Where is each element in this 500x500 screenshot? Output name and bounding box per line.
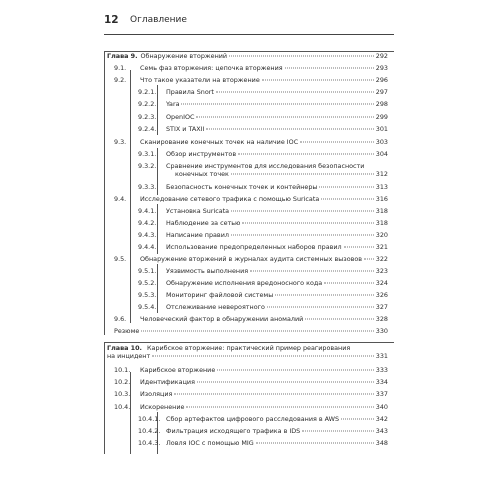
entry-page: 303 (375, 138, 388, 146)
entry-page: 340 (375, 403, 388, 411)
entry-number: 10.4. (114, 403, 131, 411)
entry-title: Написание правил (166, 231, 229, 239)
leader-dots (229, 56, 374, 57)
entry-number: 10.4.2. (138, 427, 161, 435)
entry-title: Исследование сетевого трафика с помощью Suricata (140, 195, 320, 203)
entry-page: 324 (375, 279, 388, 287)
leader-dots (344, 247, 374, 248)
entry-page: 323 (375, 267, 388, 275)
entry-title: Обзор инструментов (166, 150, 237, 158)
chapter-page: 331 (375, 352, 388, 360)
entry-number: 9.5. (114, 255, 127, 263)
entry-title: STIX и TAXII (166, 125, 205, 133)
page-title: Оглавление (130, 15, 187, 25)
entry-number: 9.3.2. (138, 162, 157, 170)
leader-dots (250, 271, 374, 272)
entry-page: 334 (375, 378, 388, 386)
entry-page: 293 (375, 64, 388, 72)
entry-title: Искоренение (140, 403, 185, 411)
entry-page: 333 (375, 366, 388, 374)
entry-page: 322 (375, 255, 388, 263)
entry-page: 348 (375, 439, 388, 447)
leader-dots (300, 142, 374, 143)
leader-dots (302, 431, 374, 432)
entry-title: Фильтрация исходящего трафика в IDS (166, 427, 301, 435)
entry-title: Человеческий фактор в обнаружении аномалий (140, 315, 304, 323)
leader-dots (231, 211, 374, 212)
entry-title: Yara (166, 100, 180, 108)
entry-title: Установка Suricata (166, 207, 230, 215)
entry-title: Использование предопределенных наборов правил (166, 243, 342, 251)
entry-number: 9.4.1. (138, 207, 157, 215)
entry-number: 10.4.3. (138, 439, 161, 447)
entry-page: 328 (375, 315, 388, 323)
entry-number: 9.5.2. (138, 279, 157, 287)
section-9-5-border (157, 264, 158, 313)
entry-title: OpenIOC (166, 113, 195, 121)
entry-title: Сбор артефактов цифрового расследования в AWS (166, 415, 340, 423)
entry-number: 9.6. (114, 315, 127, 323)
chapter10-left-border (104, 342, 105, 454)
entry-title: Резюме (114, 327, 140, 335)
entry-number: 9.4.4. (138, 243, 157, 251)
chapter-page: 292 (375, 52, 388, 60)
entry-number: 9.3.1. (138, 150, 157, 158)
entry-page: 321 (375, 243, 388, 251)
entry-title: Ловля IOC с помощью MIG (166, 439, 254, 447)
page-number: 12 (104, 14, 119, 26)
leader-dots (206, 129, 373, 130)
entry-title: Безопасность конечных точек и контейнеры (166, 183, 318, 191)
page-header (104, 12, 394, 32)
entry-number: 9.3. (114, 138, 127, 146)
entry-number: 10.3. (114, 390, 131, 398)
entry-page: 326 (375, 291, 388, 299)
entry-page: 337 (375, 390, 388, 398)
entry-page: 298 (375, 100, 388, 108)
leader-dots (324, 283, 374, 284)
chapter9-left-border (104, 51, 105, 335)
entry-number: 9.5.1. (138, 267, 157, 275)
entry-page: 320 (375, 231, 388, 239)
entry-number: 9.4. (114, 195, 127, 203)
entry-number: 10.1. (114, 366, 131, 374)
entry-page: 316 (375, 195, 388, 203)
entry-title: Отслеживание невероятного (166, 303, 265, 311)
leader-dots (341, 419, 374, 420)
entry-title: Мониторинг файловой системы (166, 291, 274, 299)
chapter-title: Обнаружение вторжений (140, 52, 228, 60)
entry-title: Уязвимость выполнения (166, 267, 249, 275)
entry-page: 312 (375, 170, 388, 178)
entry-page: 318 (375, 207, 388, 215)
entry-page: 296 (375, 76, 388, 84)
leader-dots (231, 235, 374, 236)
entry-number: 10.4.1. (138, 415, 161, 423)
leader-dots (285, 68, 374, 69)
entry-number: 9.2.1. (138, 88, 157, 96)
chapter-label: Глава 9. (107, 52, 138, 60)
entry-number: 9.2. (114, 76, 127, 84)
entry-title-continued: конечных точек (175, 170, 229, 178)
entry-page: 299 (375, 113, 388, 121)
entry-title: Карибское вторжение (140, 366, 216, 374)
leader-dots (321, 199, 374, 200)
entry-number: 9.4.3. (138, 231, 157, 239)
entry-number: 9.3.3. (138, 183, 157, 191)
entry-number: 9.1. (114, 64, 127, 72)
leader-dots (305, 319, 373, 320)
section-9-4-border (157, 204, 158, 254)
entry-number: 9.2.4. (138, 125, 157, 133)
entry-page: 313 (375, 183, 388, 191)
leader-dots (238, 154, 374, 155)
leader-dots (231, 174, 374, 175)
entry-page: 342 (375, 415, 388, 423)
leader-dots (267, 307, 374, 308)
entry-page: 327 (375, 303, 388, 311)
section-9-2-border (157, 85, 158, 135)
leader-dots (216, 92, 374, 93)
chapter-title: Карибское вторжение: практический пример реагирования (147, 344, 351, 352)
chapter-label: Глава 10. (107, 344, 142, 352)
entry-title: Сравнение инструментов для исследования безопасности (166, 162, 365, 170)
leader-dots (141, 331, 373, 332)
entry-number: 9.4.2. (138, 219, 157, 227)
leader-dots (262, 80, 374, 81)
leader-dots (186, 407, 373, 408)
leader-dots (256, 443, 374, 444)
leader-dots (196, 117, 373, 118)
entry-title: Обнаружение вторжений в журналах аудита системных вызовов (140, 255, 363, 263)
leader-dots (152, 356, 374, 357)
entry-title: Изоляция (140, 390, 173, 398)
entry-number: 9.5.3. (138, 291, 157, 299)
leader-dots (174, 394, 373, 395)
leader-dots (217, 370, 374, 371)
entry-title: Сканирование конечных точек на наличие IOC (140, 138, 299, 146)
leader-dots (197, 382, 374, 383)
entry-number: 10.2. (114, 378, 131, 386)
entry-number: 9.2.3. (138, 113, 157, 121)
entry-title: Что такое указатели на вторжение (140, 76, 260, 84)
chapter10-top-border (104, 342, 394, 343)
chapter9-sections-border (130, 70, 131, 323)
section-9-3-border (157, 148, 158, 195)
entry-title: Обнаружение исполнения вредоносного кода (166, 279, 323, 287)
entry-page: 330 (375, 327, 388, 335)
entry-title: Наблюдение за сетью (166, 219, 241, 227)
entry-number: 9.2.2. (138, 100, 157, 108)
entry-page: 301 (375, 125, 388, 133)
header-rule (104, 34, 394, 35)
leader-dots (319, 187, 373, 188)
chapter-title-continued: на инцидент (107, 352, 151, 360)
entry-page: 343 (375, 427, 388, 435)
entry-number: 9.5.4. (138, 303, 157, 311)
entry-page: 297 (375, 88, 388, 96)
leader-dots (242, 223, 373, 224)
leader-dots (364, 259, 374, 260)
leader-dots (181, 104, 373, 105)
entry-title: Правила Snort (166, 88, 214, 96)
leader-dots (275, 295, 374, 296)
entry-page: 304 (375, 150, 388, 158)
entry-page: 318 (375, 219, 388, 227)
entry-title: Семь фаз вторжения: цепочка вторжения (140, 64, 283, 72)
entry-title: Идентификация (140, 378, 195, 386)
